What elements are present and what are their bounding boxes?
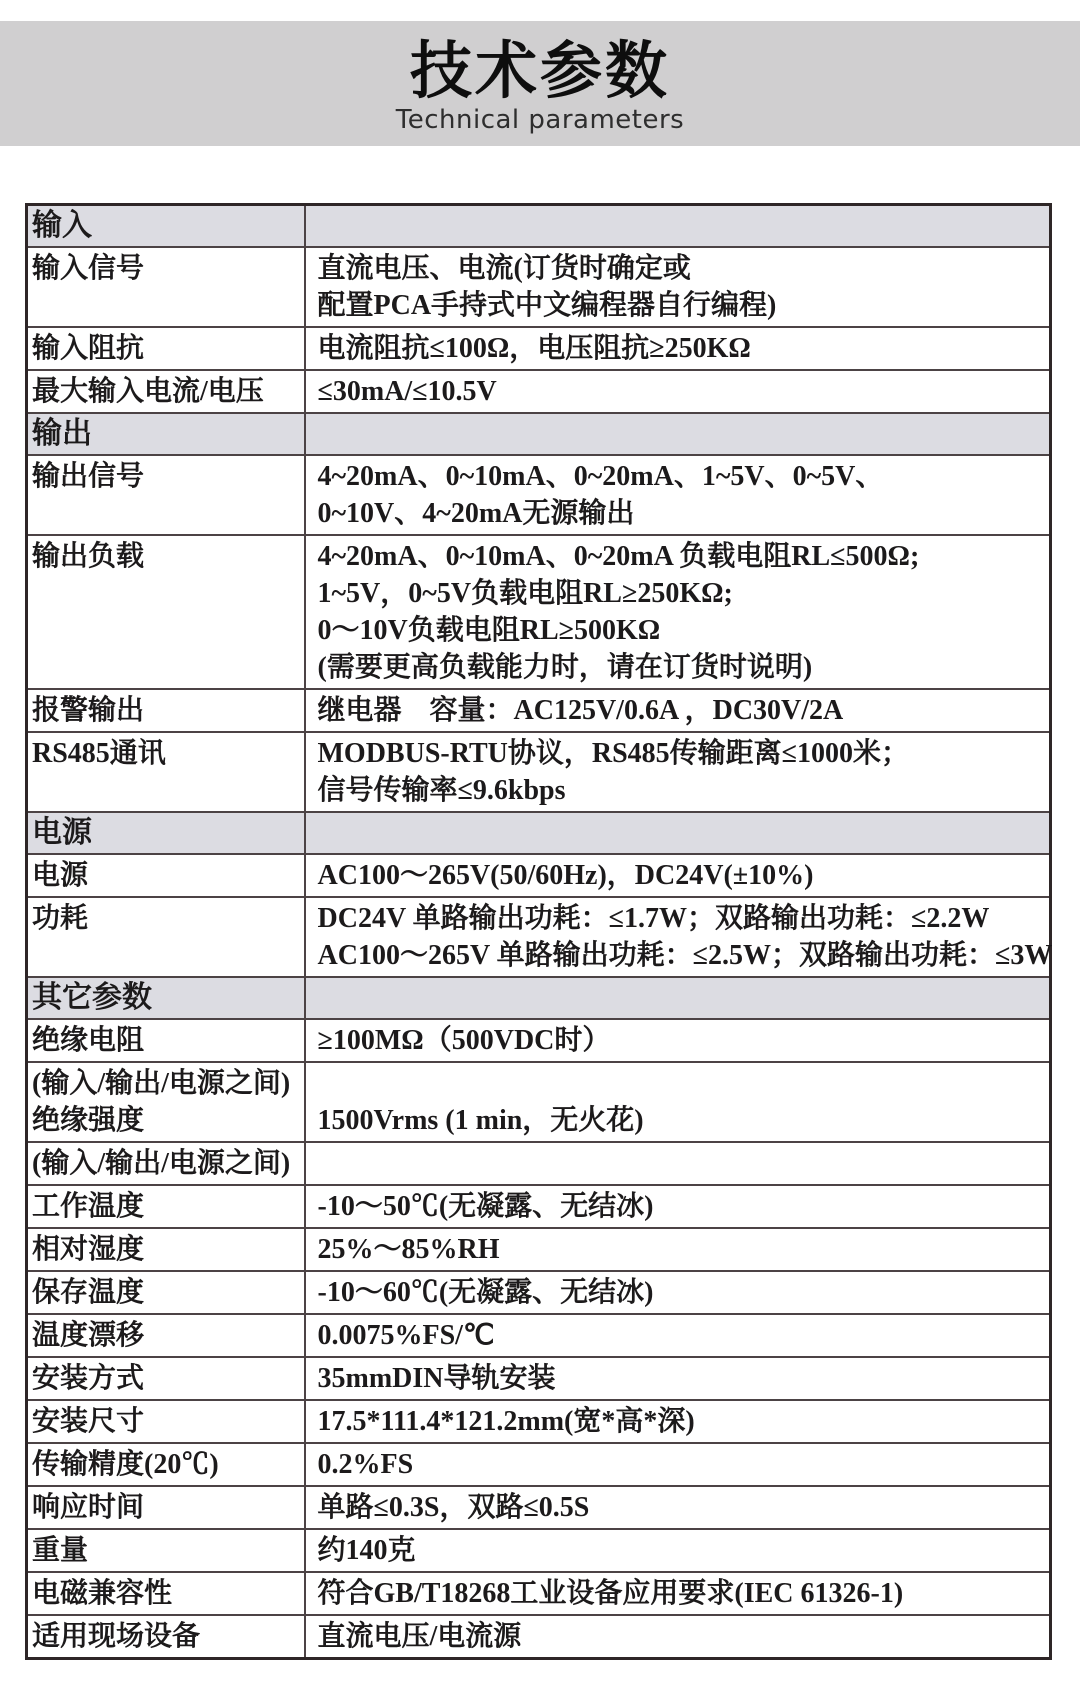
param-label-line: 相对湿度 — [32, 1234, 145, 1265]
spec-row — [27, 1529, 1051, 1572]
param-label-cell — [27, 1443, 305, 1486]
spec-row — [27, 1443, 1051, 1486]
param-label-cell — [27, 1019, 305, 1062]
section-row — [27, 812, 1051, 854]
param-label-line: (输入/输出/电源之间) — [32, 1068, 291, 1099]
param-value-cell — [305, 1314, 1051, 1357]
param-value-line: (需要更高负载能力时，请在订货时说明) — [317, 652, 813, 683]
param-label-cell — [27, 1400, 305, 1443]
param-label-line: 传输精度(20℃) — [32, 1449, 219, 1480]
param-label-line: 输入阻抗 — [32, 333, 145, 364]
param-value-cell — [305, 1142, 1051, 1185]
param-value-line: ≤30mA/≤10.5V — [317, 376, 497, 407]
section-title-cell — [27, 977, 305, 1019]
param-value-line: 0～10V负载电阻RL≥500KΩ — [317, 615, 661, 646]
param-label-line: 输出负载 — [32, 541, 145, 572]
param-label-cell — [27, 1228, 305, 1271]
title-band — [0, 21, 1080, 146]
param-value-cell — [305, 370, 1051, 413]
param-value-line: 1~5V，0~5V负载电阻RL≥250KΩ; — [317, 578, 733, 609]
param-label-line: 电磁兼容性 — [32, 1578, 173, 1609]
param-value-line: 0.0075%FS/℃ — [317, 1320, 495, 1351]
spec-table — [25, 203, 1052, 1660]
param-label-line: RS485通讯 — [32, 738, 166, 769]
param-value-line: 4~20mA、0~10mA、0~20mA 负载电阻RL≤500Ω; — [317, 541, 920, 572]
param-value-cell — [305, 1185, 1051, 1228]
param-label-cell — [27, 1062, 305, 1142]
param-value-line: 17.5*111.4*121.2mm(宽*高*深) — [317, 1406, 695, 1437]
param-value-cell — [305, 1271, 1051, 1314]
section-row — [27, 413, 1051, 455]
section-label: 其它参数 — [32, 981, 152, 1014]
spec-row — [27, 689, 1051, 732]
param-label-cell — [27, 1314, 305, 1357]
param-label-cell — [27, 689, 305, 732]
param-label-cell — [27, 1142, 305, 1185]
param-value-line: 25%～85%RH — [317, 1234, 500, 1265]
page-subtitle: Technical parameters — [395, 105, 685, 135]
param-label-line: 最大输入电流/电压 — [32, 376, 264, 407]
param-label-cell — [27, 247, 305, 327]
param-label-cell — [27, 1486, 305, 1529]
param-value-cell — [305, 1400, 1051, 1443]
spec-row — [27, 1400, 1051, 1443]
section-row — [27, 977, 1051, 1019]
param-label-line: 响应时间 — [32, 1492, 145, 1523]
param-value-cell — [305, 1486, 1051, 1529]
spec-table-body — [27, 205, 1051, 1659]
section-spacer-cell — [305, 812, 1051, 854]
spec-row — [27, 897, 1051, 977]
param-label-line: 报警输出 — [32, 695, 145, 726]
param-label-cell — [27, 370, 305, 413]
page-title: 技术参数 — [409, 34, 670, 107]
param-value-cell — [305, 1615, 1051, 1659]
section-title-cell — [27, 812, 305, 854]
param-label-line: 绝缘电阻 — [32, 1025, 145, 1056]
param-value-cell — [305, 1572, 1051, 1615]
section-title-cell — [27, 205, 305, 248]
param-value-cell — [305, 1443, 1051, 1486]
section-spacer-cell — [305, 977, 1051, 1019]
param-value-cell — [305, 327, 1051, 370]
param-value-line: 直流电压/电流源 — [317, 1621, 522, 1652]
param-label-cell — [27, 1357, 305, 1400]
param-value-line: 继电器 容量：AC125V/0.6A ，DC30V/2A — [317, 695, 844, 726]
param-label-line: 保存温度 — [32, 1277, 145, 1308]
section-label: 输入 — [32, 209, 92, 242]
spec-row — [27, 1185, 1051, 1228]
param-label-line: 电源 — [32, 860, 89, 891]
spec-row — [27, 1142, 1051, 1185]
section-spacer-cell — [305, 413, 1051, 455]
param-label-cell — [27, 535, 305, 689]
param-value-line: 约140克 — [317, 1535, 416, 1566]
spec-row — [27, 1357, 1051, 1400]
param-label-cell — [27, 1529, 305, 1572]
param-value-cell — [305, 1529, 1051, 1572]
param-value-line: 4~20mA、0~10mA、0~20mA、1~5V、0~5V、 — [317, 461, 884, 492]
param-label-line: 功耗 — [32, 903, 89, 934]
param-value-cell — [305, 732, 1051, 812]
param-label-line: 安装尺寸 — [32, 1406, 145, 1437]
param-value-line: -10～50℃(无凝露、无结冰) — [317, 1191, 654, 1222]
section-label: 电源 — [32, 816, 92, 849]
param-label-cell — [27, 854, 305, 897]
spec-row — [27, 732, 1051, 812]
section-title-cell — [27, 413, 305, 455]
param-label-cell — [27, 455, 305, 535]
param-value-line: 符合GB/T18268工业设备应用要求(IEC 61326-1) — [317, 1578, 904, 1609]
param-value-line — [318, 1065, 1044, 1102]
param-label-line: 工作温度 — [32, 1191, 145, 1222]
param-label-cell — [27, 1185, 305, 1228]
spec-row — [27, 1019, 1051, 1062]
param-value-cell — [305, 689, 1051, 732]
param-label-line: 适用现场设备 — [32, 1621, 201, 1652]
param-value-line: 单路≤0.3S，双路≤0.5S — [317, 1492, 590, 1523]
param-value-line — [318, 1145, 1044, 1182]
param-value-line: -10～60℃(无凝露、无结冰) — [317, 1277, 654, 1308]
param-value-line: AC100～265V(50/60Hz)，DC24V(±10%) — [317, 860, 814, 891]
spec-row — [27, 1486, 1051, 1529]
spec-row — [27, 1314, 1051, 1357]
param-label-line: 安装方式 — [32, 1363, 145, 1394]
param-value-cell — [305, 1062, 1051, 1142]
param-value-cell — [305, 535, 1051, 689]
section-row — [27, 205, 1051, 248]
param-value-line: 1500Vrms (1 min，无火花) — [317, 1105, 644, 1136]
param-value-line: AC100～265V 单路输出功耗：≤2.5W；双路输出功耗：≤3W — [317, 940, 1053, 971]
param-label-line: 输出信号 — [32, 461, 145, 492]
spec-row — [27, 1271, 1051, 1314]
param-label-line: 输入信号 — [32, 253, 145, 284]
param-value-line: DC24V 单路输出功耗：≤1.7W；双路输出功耗：≤2.2W — [317, 903, 990, 934]
param-value-line: ≥100MΩ（500VDC时） — [317, 1025, 611, 1056]
spec-row — [27, 1062, 1051, 1142]
param-label-line: (输入/输出/电源之间) — [32, 1148, 291, 1179]
param-label-cell — [27, 1615, 305, 1659]
param-value-line: 电流阻抗≤100Ω，电压阻抗≥250KΩ — [317, 333, 751, 364]
section-spacer-cell — [305, 205, 1051, 248]
param-value-cell — [305, 247, 1051, 327]
param-value-cell — [305, 854, 1051, 897]
param-label-line: 温度漂移 — [32, 1320, 145, 1351]
param-label-line: 绝缘强度 — [32, 1105, 145, 1136]
param-value-line: 信号传输率≤9.6kbps — [317, 775, 566, 806]
param-value-line: 配置PCA手持式中文编程器自行编程) — [317, 290, 777, 321]
spec-row — [27, 247, 1051, 327]
param-value-cell — [305, 1228, 1051, 1271]
spec-row — [27, 370, 1051, 413]
spec-row — [27, 455, 1051, 535]
param-label-cell — [27, 1572, 305, 1615]
spec-row — [27, 327, 1051, 370]
param-label-cell — [27, 1271, 305, 1314]
spec-row — [27, 1572, 1051, 1615]
param-value-cell — [305, 455, 1051, 535]
param-value-line: 0.2%FS — [317, 1449, 414, 1480]
param-value-line: 直流电压、电流(订货时确定或 — [317, 253, 691, 284]
param-label-cell — [27, 897, 305, 977]
param-value-cell — [305, 1357, 1051, 1400]
param-value-cell — [305, 897, 1051, 977]
param-label-cell — [27, 327, 305, 370]
section-label: 输出 — [32, 417, 92, 450]
param-value-line: MODBUS-RTU协议，RS485传输距离≤1000米； — [317, 738, 910, 769]
spec-row — [27, 1228, 1051, 1271]
param-value-line: 35mmDIN导轨安装 — [317, 1363, 556, 1394]
param-value-line: 0~10V、4~20mA无源输出 — [317, 498, 635, 529]
spec-row — [27, 1615, 1051, 1659]
param-value-cell — [305, 1019, 1051, 1062]
param-label-line: 重量 — [32, 1535, 89, 1566]
spec-row — [27, 535, 1051, 689]
param-label-cell — [27, 732, 305, 812]
spec-row — [27, 854, 1051, 897]
